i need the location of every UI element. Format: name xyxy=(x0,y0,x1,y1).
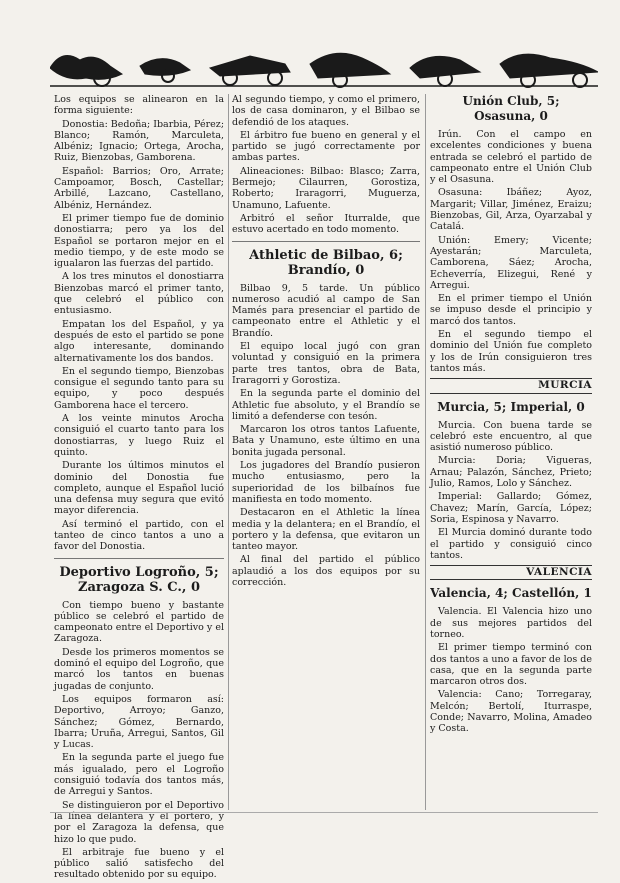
separator xyxy=(232,241,420,242)
paragraph: Español: Barrios; Oro, Arrate; Campoamor, Bosch, Castellar; Arbillé, Lazcano, Castellano, Albéniz, Hernández. xyxy=(54,165,224,211)
paragraph: El Murcia dominó durante todo el partido y consiguió cinco tantos. xyxy=(430,527,592,561)
paragraph: Bilbao 9, 5 tarde. Un público numeroso acudió al campo de San Mamés para presenciar el partido de campeonato entre el Athletic y el Brandío. xyxy=(232,282,420,339)
column-1 xyxy=(54,94,224,883)
paragraph: Empatan los del Español, y ya después de esto el partido se pone algo interesante, dominando alternativamente los dos bandos. xyxy=(54,318,224,364)
article-headline: Deportivo Logroño, 5; Zaragoza S. C., 0 xyxy=(59,564,219,595)
paragraph: El arbitraje fue bueno y el público salió satisfecho del resultado obtenido por su equipo. xyxy=(54,846,224,881)
region-heading: MURCIA xyxy=(430,378,592,393)
paragraph: Los equipos formaron así: Deportivo, Arroyo; Ganzo, Sánchez; Gómez, Bernardo, Ibarra; Uruña, Arregui, Santos, Gil y Lucas. xyxy=(54,693,224,751)
column-divider xyxy=(228,94,229,810)
paragraph: Con tiempo bueno y bastante público se celebró el partido de campeonato entre el Deportivo y el Zaragoza. xyxy=(54,599,224,645)
paragraph: Durante los últimos minutos el dominio del Donostia fue completo, aunque el Español lució una defensa muy segura que evitó mayor diferencia. xyxy=(54,460,224,517)
paragraph: Donostia: Bedoña; Ibarbia, Pérez; Blanco; Ramón, Marculeta, Albéniz; Ignacio; Ortega, Arocha, Ruiz, Bienzobas, Gamborena. xyxy=(54,118,225,164)
paragraph: Desde los primeros momentos se dominó el equipo del Logroño, que marcó los tantos en buenas jugadas de conjunto. xyxy=(54,646,224,692)
paragraph: Murcia. Con buena tarde se celebró este encuentro, al que asistió numeroso público. xyxy=(430,419,592,454)
paragraph: Imperial: Gallardo; Gómez, Chavez; Marín, García, López; Soria, Espinosa y Navarro. xyxy=(430,491,592,525)
paragraph: Los jugadores del Brandío pusieron mucho entusiasmo, pero la superioridad de los bilbaínos fue manifiesta en todo momento. xyxy=(232,460,420,505)
paragraph: En el segundo tiempo, Bienzobas consigue el segundo tanto para su equipo, y poco después Gamborena hace el tercero. xyxy=(54,365,224,411)
paragraph: Unión: Emery; Vicente; Ayestarán; Marculeta, Camborena, Sáez; Arocha, Echeverría, Elizegui, René y Arregui. xyxy=(430,234,592,291)
paragraph: Osasuna: Ibáñez; Ayoz, Margarit; Villar, Jiménez, Eraizu; Bienzobas, Gil, Arza, Oyarzabal y Catalá. xyxy=(430,187,592,233)
paragraph: En el primer tiempo el Unión se impuso desde el principio y marcó dos tantos. xyxy=(430,293,592,327)
paragraph: Murcia: Doria; Vigueras, Arnau; Palazón, Sánchez, Prieto; Julio, Ramos, Lolo y Sánchez. xyxy=(430,455,592,490)
paragraph: Arbitró el señor Iturralde, que estuvo acertado en todo momento. xyxy=(232,212,420,236)
paragraph: Destacaron en el Athletic la línea media y la delantera; en el Brandío, el portero y la defensa, que evitaron un tanteo mayor. xyxy=(232,507,420,553)
paragraph: En la segunda parte el juego fue más igualado, pero el Logroño consiguió todavía dos tantos más, de Arregui y Santos. xyxy=(54,752,224,798)
paragraph: El primer tiempo terminó con dos tantos a uno a favor de los de casa, que en la segunda parte marcaron otros dos. xyxy=(430,642,592,688)
article-headline: Murcia, 5; Imperial, 0 xyxy=(437,399,585,414)
paragraph: A los tres minutos el donostiarra Bienzobas marcó el primer tanto, que celebró el público con entusiasmo. xyxy=(54,271,224,317)
paragraph: Los equipos se alinearon en la forma siguiente: xyxy=(54,94,224,117)
article-headline: Valencia, 4; Castellón, 1 xyxy=(430,586,592,601)
column-3 xyxy=(430,94,592,737)
article-headline: Unión Club, 5; Osasuna, 0 xyxy=(462,94,560,123)
paragraph: El primer tiempo fue de dominio donostiarra; pero ya los del Español se portaron mejor en el medio tiempo, y de este modo se igualaron las fuerzas del partido. xyxy=(54,212,224,270)
paragraph: En el segundo tiempo el dominio del Unión fue completo y los de Irún consiguieron tres tantos más. xyxy=(430,329,592,374)
separator xyxy=(54,558,224,559)
article-headline: Athletic de Bilbao, 6; Brandío, 0 xyxy=(249,247,403,278)
paragraph: El equipo local jugó con gran voluntad y consiguió en la primera parte tres tantos, obra de Bata, Iraragorri y Gorostiza. xyxy=(232,341,420,386)
paragraph: Así terminó el partido, con el tanteo de cinco tantos a uno a favor del Donostia. xyxy=(54,518,224,553)
region-heading: VALENCIA xyxy=(430,565,592,580)
race-cars-banner-illustration xyxy=(50,38,598,90)
paragraph: Irún. Con el campo en excelentes condiciones y buena entrada se celebró el partido de campeonato entre el Unión Club y el Osasuna. xyxy=(430,129,592,186)
paragraph: En la segunda parte el dominio del Athletic fue absoluto, y el Brandío se limitó a defenderse con tesón. xyxy=(232,388,420,422)
paragraph: Alineaciones: Bilbao: Blasco; Zarra, Bermejo; Cilaurren, Gorostiza, Roberto; Iraragorri, Muguerza, Unamuno, Lafuente. xyxy=(232,165,420,211)
column-divider xyxy=(425,94,426,810)
paragraph: Valencia. El Valencia hizo uno de sus mejores partidos del torneo. xyxy=(430,606,592,640)
paragraph: Valencia: Cano; Torregaray, Melcón; Bertolí, Iturraspe, Conde; Navarro, Molina, Amadeo y Costa. xyxy=(430,689,592,735)
paragraph: Al segundo tiempo, y como el primero, los de casa dominaron, y el Bilbao se defendió de los ataques. xyxy=(232,94,420,128)
paragraph: Marcaron los otros tantos Lafuente, Bata y Unamuno, este último en una bonita jugada personal. xyxy=(232,424,420,458)
paragraph: Al final del partido el público aplaudió a los dos equipos por su corrección. xyxy=(232,554,420,588)
page-bottom-rule xyxy=(50,812,598,813)
column-2 xyxy=(232,94,420,590)
paragraph: A los veinte minutos Arocha consiguió el cuarto tanto para los donostiarras, y luego Ruiz el quinto. xyxy=(54,413,224,458)
paragraph: Se distinguieron por el Deportivo la línea delantera y el portero, y por el Zaragoza la defensa, que hizo lo que pudo. xyxy=(54,799,224,845)
paragraph: El árbitro fue bueno en general y el partido se jugó correctamente por ambas partes. xyxy=(232,129,420,164)
